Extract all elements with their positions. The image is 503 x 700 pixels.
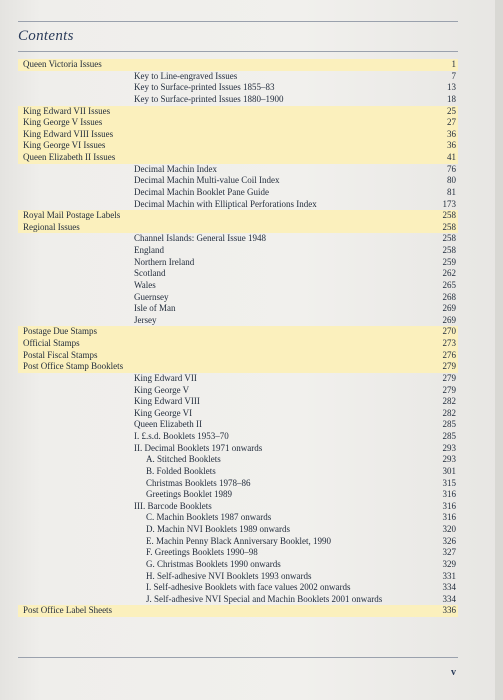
toc-entry-row[interactable]: [18, 373, 458, 385]
toc-entry-row[interactable]: [18, 594, 458, 606]
toc-entry-row[interactable]: [18, 478, 458, 490]
toc-entry-label: Northern Ireland: [134, 256, 195, 267]
toc-entry-row[interactable]: [18, 175, 458, 187]
toc-entry-row[interactable]: [18, 280, 458, 292]
toc-page-number: 81: [447, 186, 456, 197]
toc-page-number: 279: [442, 361, 456, 372]
toc-page-number: 279: [442, 372, 456, 383]
toc-page-number: 293: [442, 442, 456, 453]
title-rule: [18, 51, 458, 52]
toc-page-number: 301: [442, 465, 456, 476]
toc-page-number: 279: [442, 384, 456, 395]
toc-page-number: 326: [442, 535, 456, 546]
toc-page-number: 329: [442, 558, 456, 569]
toc-entry-label: H. Self-adhesive NVI Booklets 1993 onwards: [146, 570, 312, 581]
toc-entry-label: Decimal Machin Index: [134, 163, 217, 174]
toc-entry-row[interactable]: [18, 512, 458, 524]
toc-page-number: 315: [442, 477, 456, 488]
table-of-contents: [18, 59, 458, 617]
toc-section-row[interactable]: [18, 152, 458, 164]
toc-entry-label: Isle of Man: [134, 303, 176, 314]
toc-entry-label: B. Folded Booklets: [146, 465, 216, 476]
toc-entry-label: Key to Surface-printed Issues 1880–1900: [134, 93, 284, 104]
toc-entry-row[interactable]: [18, 257, 458, 269]
toc-page-number: 293: [442, 454, 456, 465]
page-title: Contents: [18, 28, 74, 44]
toc-page-number: 273: [442, 338, 456, 348]
toc-entry-label: King Edward VIII Issues: [23, 128, 114, 139]
toc-page-number: 331: [442, 570, 456, 581]
toc-page-number: 282: [442, 396, 456, 407]
toc-entry-label: Decimal Machin Booklet Pane Guide: [134, 186, 269, 197]
toc-entry-label: King Edward VIII: [134, 396, 200, 407]
toc-entry-label: Christmas Booklets 1978–86: [146, 477, 251, 488]
toc-section-row[interactable]: [18, 59, 458, 71]
bottom-rule: [18, 657, 458, 658]
toc-page-number: 258: [442, 210, 456, 221]
toc-entry-row[interactable]: [18, 187, 458, 199]
toc-page-number: 320: [442, 524, 456, 534]
toc-entry-label: Key to Line-engraved Issues: [134, 70, 238, 81]
toc-entry-label: Postal Fiscal Stamps: [23, 349, 98, 360]
toc-entry-label: King Edward VII: [134, 372, 197, 383]
toc-page-number: 41: [447, 152, 456, 162]
toc-entry-label: III. Barcode Booklets: [134, 500, 212, 511]
toc-entry-row[interactable]: [18, 82, 458, 94]
toc-entry-row[interactable]: [18, 536, 458, 548]
toc-page-number: 80: [447, 175, 456, 186]
toc-entry-label: Post Office Stamp Booklets: [23, 361, 124, 372]
toc-entry-row[interactable]: [18, 292, 458, 304]
page-edge: [495, 0, 503, 700]
toc-page-number: 316: [442, 500, 456, 511]
toc-entry-label: Jersey: [134, 314, 157, 325]
toc-entry-row[interactable]: [18, 419, 458, 431]
toc-entry-label: King George V: [134, 384, 190, 395]
toc-entry-row[interactable]: [18, 524, 458, 536]
toc-section-row[interactable]: [18, 350, 458, 362]
toc-page-number: 1: [451, 59, 456, 69]
toc-page-number: 268: [442, 291, 456, 302]
toc-section-row[interactable]: [18, 140, 458, 152]
toc-page-number: 269: [442, 314, 456, 325]
top-rule: [18, 21, 458, 22]
toc-entry-label: II. Decimal Booklets 1971 onwards: [134, 442, 263, 453]
toc-entry-row[interactable]: [18, 164, 458, 176]
toc-entry-row[interactable]: [18, 233, 458, 245]
toc-page-number: 259: [442, 256, 456, 267]
toc-page-number: 334: [442, 582, 456, 593]
toc-page-number: 336: [442, 605, 456, 616]
toc-entry-row[interactable]: [18, 396, 458, 408]
toc-entry-label: King George V Issues: [23, 117, 103, 128]
toc-page-number: 334: [442, 593, 456, 604]
toc-page-number: 25: [447, 105, 456, 116]
toc-entry-label: J. Self-adhesive NVI Special and Machin Booklets 2001 onwards: [146, 593, 383, 604]
toc-entry-label: Key to Surface-printed Issues 1855–83: [134, 82, 275, 93]
toc-entry-row[interactable]: [18, 408, 458, 420]
toc-page-number: 285: [442, 419, 456, 430]
toc-page-number: 327: [442, 547, 456, 558]
toc-entry-label: Channel Islands: General Issue 1948: [134, 233, 266, 244]
toc-entry-label: Postage Due Stamps: [23, 326, 97, 337]
toc-page-number: 76: [447, 163, 456, 174]
toc-entry-row[interactable]: [18, 431, 458, 443]
toc-entry-label: Post Office Label Sheets: [23, 605, 113, 616]
toc-section-row[interactable]: [18, 605, 458, 617]
toc-page-number: 262: [442, 268, 456, 279]
toc-entry-label: A. Stitched Booklets: [146, 454, 221, 465]
toc-section-row[interactable]: [18, 106, 458, 118]
toc-entry-label: Queen Victoria Issues: [23, 59, 102, 69]
toc-entry-label: Scotland: [134, 268, 166, 279]
toc-page-number: 282: [442, 407, 456, 418]
toc-entry-row[interactable]: [18, 385, 458, 397]
toc-entry-label: Queen Elizabeth II Issues: [23, 152, 116, 162]
toc-entry-row[interactable]: [18, 501, 458, 513]
toc-entry-label: Wales: [134, 279, 156, 290]
toc-entry-row[interactable]: [18, 466, 458, 478]
toc-entry-row[interactable]: [18, 303, 458, 315]
page-number: v: [451, 667, 456, 678]
toc-entry-row[interactable]: [18, 454, 458, 466]
toc-entry-row[interactable]: [18, 245, 458, 257]
toc-entry-label: G. Christmas Booklets 1990 onwards: [146, 558, 281, 569]
toc-section-row[interactable]: [18, 361, 458, 373]
toc-page-number: 13: [447, 82, 456, 93]
toc-entry-label: C. Machin Booklets 1987 onwards: [146, 512, 272, 523]
toc-entry-label: Decimal Machin with Elliptical Perforations Index: [134, 198, 317, 209]
toc-page-number: 269: [442, 303, 456, 314]
toc-page-number: 36: [447, 140, 456, 151]
toc-entry-label: Guernsey: [134, 291, 169, 302]
toc-section-row[interactable]: [18, 338, 458, 350]
toc-entry-label: Greetings Booklet 1989: [146, 489, 232, 500]
toc-page-number: 7: [451, 70, 456, 81]
toc-page-number: 276: [442, 349, 456, 360]
toc-entry-label: E. Machin Penny Black Anniversary Booklet, 1990: [146, 535, 331, 546]
toc-section-row[interactable]: [18, 129, 458, 141]
toc-entry-label: Regional Issues: [23, 221, 80, 232]
toc-entry-row[interactable]: [18, 571, 458, 583]
toc-entry-label: King George VI: [134, 407, 193, 418]
toc-entry-row[interactable]: [18, 559, 458, 571]
toc-page-number: 270: [442, 326, 456, 337]
toc-page-number: 316: [442, 489, 456, 500]
toc-entry-label: I. £.s.d. Booklets 1953–70: [134, 431, 229, 441]
toc-page-number: 27: [447, 117, 456, 128]
toc-entry-row[interactable]: [18, 71, 458, 83]
toc-page-number: 258: [442, 245, 456, 255]
toc-entry-label: England: [134, 245, 164, 255]
toc-entry-row[interactable]: [18, 315, 458, 327]
toc-entry-label: F. Greetings Booklets 1990–98: [146, 547, 258, 558]
toc-entry-row[interactable]: [18, 443, 458, 455]
toc-entry-row[interactable]: [18, 547, 458, 559]
toc-section-row[interactable]: [18, 210, 458, 222]
toc-section-row[interactable]: [18, 117, 458, 129]
toc-entry-label: D. Machin NVI Booklets 1989 onwards: [146, 524, 290, 534]
toc-entry-row[interactable]: [18, 582, 458, 594]
toc-page-number: 285: [442, 431, 456, 441]
toc-page-number: 258: [442, 221, 456, 232]
toc-entry-label: Official Stamps: [23, 338, 80, 348]
toc-entry-label: I. Self-adhesive Booklets with face values 2002 onwards: [146, 582, 351, 593]
toc-page-number: 258: [442, 233, 456, 244]
toc-entry-row[interactable]: [18, 489, 458, 501]
toc-entry-row[interactable]: [18, 199, 458, 211]
toc-entry-label: Queen Elizabeth II: [134, 419, 202, 430]
toc-entry-row[interactable]: [18, 268, 458, 280]
toc-entry-label: Decimal Machin Multi-value Coil Index: [134, 175, 280, 186]
toc-page-number: 36: [447, 128, 456, 139]
toc-page-number: 18: [447, 93, 456, 104]
toc-entry-label: Royal Mail Postage Labels: [23, 210, 121, 221]
toc-section-row[interactable]: [18, 222, 458, 234]
toc-entry-row[interactable]: [18, 94, 458, 106]
toc-page-number: 173: [442, 198, 456, 209]
toc-entry-label: King Edward VII Issues: [23, 105, 111, 116]
toc-page-number: 265: [442, 279, 456, 290]
toc-page-number: 316: [442, 512, 456, 523]
toc-section-row[interactable]: [18, 326, 458, 338]
toc-entry-label: King George VI Issues: [23, 140, 106, 151]
